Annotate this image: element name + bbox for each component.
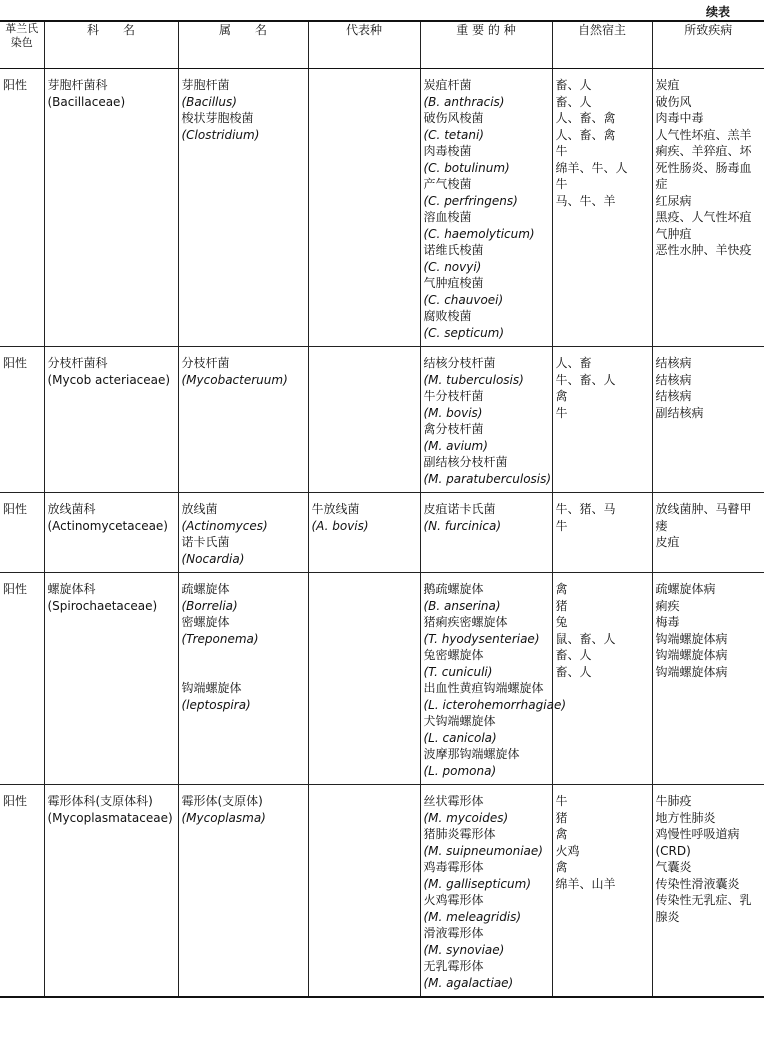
representative-cell bbox=[308, 785, 420, 998]
species-entry bbox=[424, 647, 549, 680]
host-value: 牛 bbox=[555, 518, 568, 533]
header-genus: 属 名 bbox=[178, 21, 308, 69]
species-cell bbox=[420, 785, 552, 998]
genus-entry bbox=[182, 501, 305, 534]
family-cell bbox=[44, 785, 178, 998]
disease-value: 炭疽 bbox=[655, 78, 680, 92]
family-name: 霉形体科(支原体科) bbox=[47, 794, 153, 808]
gram-stain: 阳性 bbox=[3, 78, 28, 92]
table-row-group bbox=[0, 69, 764, 347]
species-entry bbox=[424, 143, 549, 176]
disease-value: 肉毒中毒 bbox=[655, 111, 704, 125]
header-host: 自然宿主 bbox=[552, 21, 652, 69]
species-latin: (C. tetani) bbox=[423, 127, 484, 142]
species-latin: (T. hyodysenteriae) bbox=[423, 631, 540, 646]
host-value: 人、畜、禽 bbox=[555, 111, 616, 125]
genus-entry bbox=[182, 77, 305, 110]
table-row-group bbox=[0, 493, 764, 573]
species-entry bbox=[424, 176, 549, 209]
disease-value: 皮疽 bbox=[655, 535, 680, 549]
genus-latin: (leptospira) bbox=[181, 697, 251, 712]
genus-latin: (Actinomyces) bbox=[181, 518, 268, 533]
species-name: 滑液霉形体 bbox=[423, 926, 484, 940]
disease-cell bbox=[652, 347, 764, 493]
genus-cell bbox=[178, 347, 308, 493]
species-latin: (C. haemolyticum) bbox=[423, 226, 535, 241]
host-value: 畜、人 bbox=[555, 94, 592, 109]
representative-cell bbox=[308, 69, 420, 347]
species-entry bbox=[424, 77, 549, 110]
disease-value: 钩端螺旋体病 bbox=[655, 664, 728, 679]
disease-value: 钩端螺旋体病 bbox=[655, 631, 728, 646]
host-value: 牛 bbox=[555, 794, 568, 808]
species-cell bbox=[420, 69, 552, 347]
species-entry bbox=[424, 614, 549, 647]
disease-value: 结核病 bbox=[655, 356, 692, 370]
family-name: 放线菌科 bbox=[47, 502, 96, 516]
disease-value: 人气性坏疽、羔羊痢疾、羊猝疽、坏死性肠炎、肠毒血症 bbox=[655, 127, 752, 191]
species-name: 结核分枝杆菌 bbox=[423, 356, 496, 370]
species-latin: (T. cuniculi) bbox=[423, 664, 493, 679]
disease-value: 钩端螺旋体病 bbox=[655, 648, 728, 662]
species-latin: (M. mycoides) bbox=[423, 810, 509, 825]
host-cell bbox=[552, 347, 652, 493]
genus-entry bbox=[182, 534, 305, 567]
species-latin: (B. anserina) bbox=[423, 598, 501, 613]
disease-value: 鸡慢性呼吸道病(CRD) bbox=[655, 827, 740, 858]
host-value: 牛、猪、马 bbox=[555, 502, 616, 516]
genus-cell bbox=[178, 69, 308, 347]
species-latin: (M. meleagridis) bbox=[423, 909, 522, 924]
header-gram: 革兰氏染色 bbox=[0, 21, 44, 69]
genus-latin: (Mycobacteruum) bbox=[181, 372, 288, 387]
host-value: 人、畜、禽 bbox=[555, 127, 616, 142]
family-cell bbox=[44, 493, 178, 573]
genus-entry bbox=[182, 614, 305, 647]
species-name: 炭疽杆菌 bbox=[423, 78, 472, 92]
species-entry bbox=[424, 793, 549, 826]
host-cell bbox=[552, 493, 652, 573]
representative-cell bbox=[308, 493, 420, 573]
species-entry bbox=[424, 958, 549, 991]
family-name: 分枝杆菌科 bbox=[47, 356, 108, 370]
disease-value: 结核病 bbox=[655, 372, 692, 387]
genus-name: 放线菌 bbox=[181, 502, 218, 516]
host-value: 兔 bbox=[555, 615, 568, 629]
host-value: 人、畜 bbox=[555, 356, 592, 370]
table-row-group bbox=[0, 785, 764, 998]
representative-cell bbox=[308, 573, 420, 785]
species-latin: (M. tuberculosis) bbox=[423, 372, 524, 387]
disease-value: 副结核病 bbox=[655, 405, 704, 420]
species-cell bbox=[420, 573, 567, 785]
disease-value: 恶性水肿、羊快疫 bbox=[655, 243, 752, 257]
species-latin: (M. bovis) bbox=[423, 405, 483, 420]
host-value: 禽 bbox=[555, 389, 568, 403]
disease-value: 红尿病 bbox=[655, 193, 692, 208]
header-disease: 所致疾病 bbox=[652, 21, 764, 69]
species-entry bbox=[424, 746, 549, 779]
disease-cell bbox=[652, 493, 764, 573]
species-name: 溶血梭菌 bbox=[423, 210, 472, 224]
genus-latin: (Treponema) bbox=[181, 631, 259, 646]
species-name: 无乳霉形体 bbox=[423, 959, 484, 973]
species-latin: (M. gallisepticum) bbox=[423, 876, 532, 891]
disease-value: 传染性滑液囊炎 bbox=[655, 876, 740, 891]
species-latin: (L. canicola) bbox=[423, 730, 497, 745]
species-latin: (M. suipneumoniae) bbox=[423, 843, 543, 858]
host-value: 猪 bbox=[555, 598, 568, 613]
family-latin: (Spirochaetaceae) bbox=[47, 598, 158, 613]
bacteria-table bbox=[0, 20, 764, 998]
genus-latin: (Mycoplasma) bbox=[181, 810, 266, 825]
species-entry bbox=[424, 826, 549, 859]
genus-entry bbox=[182, 581, 305, 614]
family-name: 螺旋体科 bbox=[47, 582, 96, 596]
host-cell bbox=[552, 69, 652, 347]
species-latin: (M. agalactiae) bbox=[423, 975, 514, 990]
species-name: 犬钩端螺旋体 bbox=[423, 714, 496, 728]
species-entry bbox=[424, 421, 549, 454]
family-latin: (Actinomycetaceae) bbox=[47, 518, 168, 533]
species-entry bbox=[424, 925, 549, 958]
disease-cell bbox=[652, 69, 764, 347]
species-name: 诺维氏梭菌 bbox=[423, 243, 484, 257]
species-entry bbox=[424, 242, 549, 275]
species-entry bbox=[424, 308, 549, 341]
gram-cell bbox=[0, 69, 44, 347]
host-cell bbox=[552, 785, 652, 998]
species-name: 波摩那钩端螺旋体 bbox=[423, 747, 520, 761]
family-cell bbox=[44, 347, 178, 493]
species-name: 出血性黄疸钩端螺旋体 bbox=[423, 681, 544, 695]
disease-value: 疏螺旋体病 bbox=[655, 582, 716, 596]
species-entry bbox=[424, 388, 549, 421]
host-value: 畜、人 bbox=[555, 78, 592, 92]
species-cell bbox=[420, 493, 552, 573]
species-latin: (C. septicum) bbox=[423, 325, 505, 340]
species-name: 牛分枝杆菌 bbox=[423, 389, 484, 403]
species-name: 猪肺炎霉形体 bbox=[423, 827, 496, 841]
host-value: 禽 bbox=[555, 582, 568, 596]
genus-entry bbox=[182, 355, 305, 388]
species-entry bbox=[424, 355, 549, 388]
host-value: 畜、人 bbox=[555, 648, 592, 662]
header-family: 科 名 bbox=[44, 21, 178, 69]
family-cell bbox=[44, 69, 178, 347]
genus-name: 钩端螺旋体 bbox=[181, 681, 242, 695]
species-name: 猪痢疾密螺旋体 bbox=[423, 615, 508, 629]
disease-value: 气囊炎 bbox=[655, 860, 692, 874]
gram-stain: 阳性 bbox=[3, 356, 28, 370]
species-latin: (C. chauvoei) bbox=[423, 292, 504, 307]
host-value: 牛 bbox=[555, 405, 568, 420]
species-latin: (M. synoviae) bbox=[423, 942, 505, 957]
gram-cell bbox=[0, 785, 44, 998]
disease-value: 传染性无乳症、乳腺炎 bbox=[655, 893, 752, 924]
host-value: 禽 bbox=[555, 860, 568, 874]
host-value: 绵羊、山羊 bbox=[555, 876, 616, 891]
species-latin: (L. icterohemorrhagiae) bbox=[423, 697, 567, 712]
disease-value: 黑疫、人气性坏疽 bbox=[655, 210, 752, 224]
species-name: 腐败梭菌 bbox=[423, 309, 472, 323]
genus-name: 分枝杆菌 bbox=[181, 356, 230, 370]
host-value: 绵羊、牛、人 bbox=[555, 160, 628, 175]
disease-cell bbox=[652, 785, 764, 998]
species-name: 兔密螺旋体 bbox=[423, 648, 484, 662]
representative-cell bbox=[308, 347, 420, 493]
genus-latin: (Bacillus) bbox=[181, 94, 237, 109]
species-latin: (C. botulinum) bbox=[423, 160, 510, 175]
species-name: 丝状霉形体 bbox=[423, 794, 484, 808]
host-value: 畜、人 bbox=[555, 664, 592, 679]
species-latin: (N. furcinica) bbox=[423, 518, 502, 533]
genus-entry bbox=[182, 793, 305, 826]
gram-cell bbox=[0, 347, 44, 493]
gram-stain: 阳性 bbox=[3, 582, 28, 596]
table-body bbox=[0, 69, 764, 998]
species-entry bbox=[424, 501, 549, 534]
species-name: 鹅疏螺旋体 bbox=[423, 582, 484, 596]
disease-value: 气肿疽 bbox=[655, 226, 692, 241]
header-row bbox=[0, 21, 764, 69]
genus-name: 诺卡氏菌 bbox=[181, 535, 230, 549]
disease-value: 地方性肺炎 bbox=[655, 810, 716, 825]
family-latin: (Bacillaceae) bbox=[47, 94, 126, 109]
species-entry bbox=[423, 680, 567, 713]
host-value: 禽 bbox=[555, 827, 568, 841]
host-value: 马、牛、羊 bbox=[555, 193, 616, 208]
species-latin: (C. novyi) bbox=[423, 259, 482, 274]
gram-cell bbox=[0, 573, 44, 785]
species-entry bbox=[424, 275, 549, 308]
species-name: 鸡毒霉形体 bbox=[423, 860, 484, 874]
species-name: 肉毒梭菌 bbox=[423, 144, 472, 158]
representative-latin: (A. bovis) bbox=[311, 518, 369, 533]
genus-cell bbox=[178, 785, 308, 998]
family-latin: (Mycob acteriaceae) bbox=[47, 372, 171, 387]
host-value: 牛、畜、人 bbox=[555, 372, 616, 387]
gram-stain: 阳性 bbox=[3, 794, 28, 808]
family-latin: (Mycoplasmataceae) bbox=[47, 810, 173, 825]
species-name: 副结核分枝杆菌 bbox=[423, 455, 508, 469]
species-entry bbox=[424, 110, 549, 143]
family-cell bbox=[44, 573, 178, 785]
genus-entry bbox=[182, 110, 305, 143]
species-name: 产气梭菌 bbox=[423, 177, 472, 191]
table-row-group bbox=[0, 347, 764, 493]
disease-value: 放线菌肿、马瞽甲瘘 bbox=[655, 502, 752, 533]
genus-name: 芽胞杆菌 bbox=[181, 78, 230, 92]
species-name: 皮疽诺卡氏菌 bbox=[423, 502, 496, 516]
disease-value: 梅毒 bbox=[655, 615, 680, 629]
genus-name: 密螺旋体 bbox=[181, 615, 230, 629]
continued-label: 续表 bbox=[705, 5, 730, 19]
species-latin: (C. perfringens) bbox=[423, 193, 518, 208]
representative-name: 牛放线菌 bbox=[311, 502, 360, 516]
species-entry bbox=[424, 581, 549, 614]
species-latin: (M. paratuberculosis) bbox=[423, 471, 552, 486]
host-value: 鼠、畜、人 bbox=[555, 631, 616, 646]
species-latin: (B. anthracis) bbox=[423, 94, 505, 109]
genus-name: 疏螺旋体 bbox=[181, 582, 230, 596]
species-entry bbox=[424, 713, 549, 746]
host-value: 猪 bbox=[555, 810, 568, 825]
genus-cell bbox=[178, 573, 308, 785]
genus-latin: (Borrelia) bbox=[181, 598, 238, 613]
gram-stain: 阳性 bbox=[3, 502, 28, 516]
genus-latin: (Nocardia) bbox=[181, 551, 245, 566]
species-latin: (L. pomona) bbox=[423, 763, 497, 778]
species-latin: (M. avium) bbox=[423, 438, 488, 453]
disease-value: 痢疾 bbox=[655, 598, 680, 613]
genus-name: 霉形体(支原体) bbox=[181, 794, 263, 808]
species-entry bbox=[423, 454, 552, 487]
host-value: 牛 bbox=[555, 144, 568, 158]
disease-cell bbox=[652, 573, 764, 785]
table-row-group bbox=[0, 573, 764, 785]
genus-entry bbox=[182, 680, 305, 713]
disease-value: 结核病 bbox=[655, 389, 692, 403]
genus-name: 梭状芽胞梭菌 bbox=[181, 111, 254, 125]
species-name: 禽分枝杆菌 bbox=[423, 422, 484, 436]
species-name: 气肿疽梭菌 bbox=[423, 276, 484, 290]
host-cell bbox=[552, 573, 652, 785]
gram-cell bbox=[0, 493, 44, 573]
disease-value: 破伤风 bbox=[655, 94, 692, 109]
species-name: 破伤风梭菌 bbox=[423, 111, 484, 125]
species-name: 火鸡霉形体 bbox=[423, 893, 484, 907]
family-name: 芽胞杆菌科 bbox=[47, 78, 108, 92]
genus-cell bbox=[178, 493, 308, 573]
host-value: 牛 bbox=[555, 177, 568, 191]
species-entry bbox=[424, 209, 549, 242]
species-entry bbox=[424, 892, 549, 925]
species-cell bbox=[420, 347, 552, 493]
disease-value: 牛肺疫 bbox=[655, 794, 692, 808]
genus-latin: (Clostridium) bbox=[181, 127, 260, 142]
header-species: 重 要 的 种 bbox=[420, 21, 552, 69]
species-entry bbox=[424, 859, 549, 892]
header-representative: 代表种 bbox=[308, 21, 420, 69]
host-value: 火鸡 bbox=[555, 843, 580, 858]
